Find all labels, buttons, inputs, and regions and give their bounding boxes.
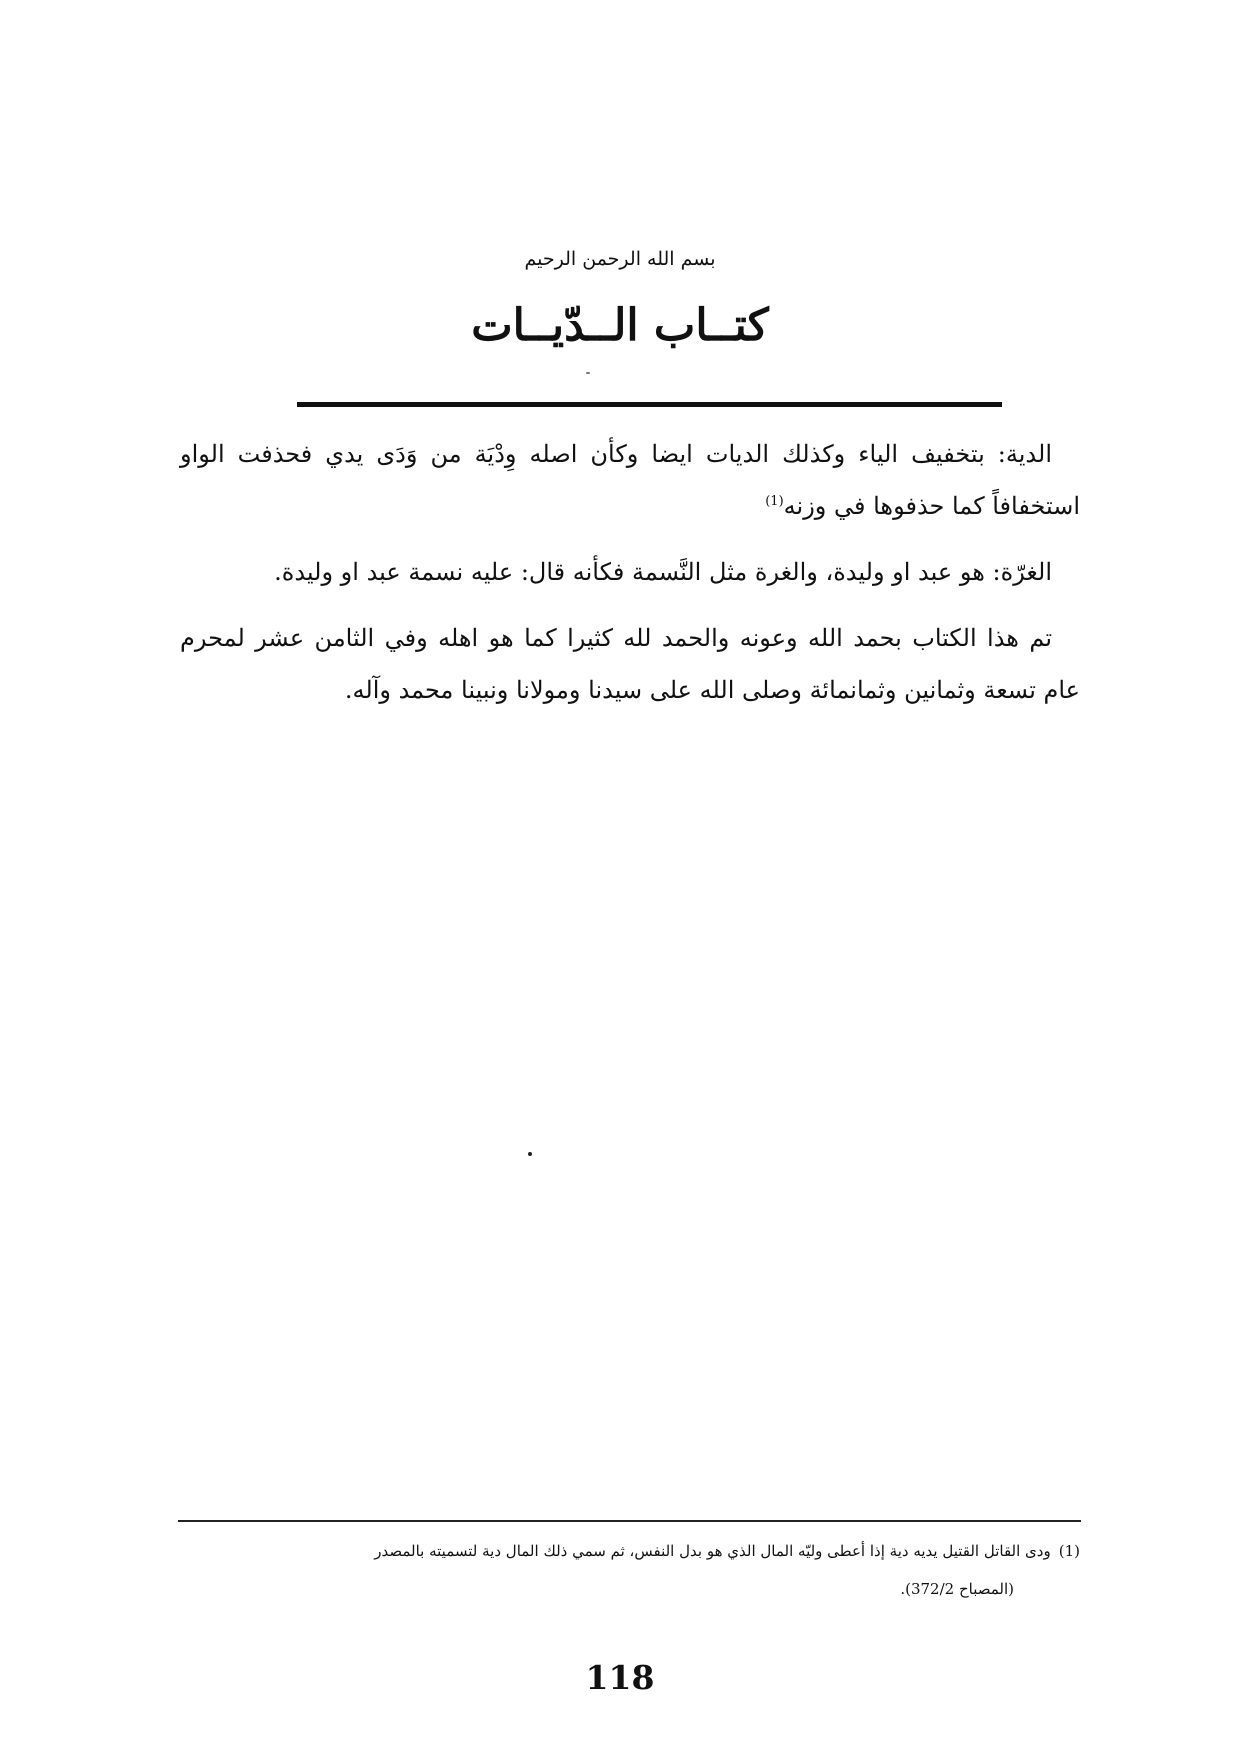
basmala-heading: بسم الله الرحمن الرحيم <box>524 248 716 270</box>
paragraph-colophon <box>180 612 1080 716</box>
footnotes <box>180 1532 1080 1608</box>
footnote-divider <box>178 1520 1081 1522</box>
ink-speck <box>586 372 590 374</box>
paragraph-diya <box>180 428 1080 532</box>
paragraph-text: الدية: بتخفيف الياء وكذلك الديات ايضا وكأن اصله وِدْيَة من وَدَى يدي فحذفت الواو استخفافاً كما حذفوها في وزنه <box>180 440 1080 520</box>
footnote-marker: (1) <box>1058 1542 1080 1560</box>
paragraph-text: الغرّة: هو عبد او وليدة، والغرة مثل النَّسمة فكأنه قال: عليه نسمة عبد او وليدة. <box>274 558 1052 586</box>
paragraph-text: تم هذا الكتاب بحمد الله وعونه والحمد لله كثيرا كما هو اهله وفي الثامن عشر لمحرم عام تسعة وثمانين وثمانمائة وصلى الله على سيدنا ومولانا ونبينا محمد وآله. <box>180 624 1080 704</box>
paragraph-ghurra <box>180 546 1080 598</box>
footnote-item <box>180 1532 1080 1570</box>
book-title: كتــاب الــدّيــات <box>471 300 769 351</box>
main-text <box>180 428 1080 730</box>
footnote-source: (المصباح 372/2). <box>900 1580 1014 1598</box>
ink-dot <box>528 1152 532 1156</box>
title-divider <box>297 402 1002 407</box>
footnote-text: ودى القاتل القتيل يديه دية إذا أعطى وليّه المال الذي هو بدل النفس، ثم سمي ذلك المال دية لتسميته بالمصدر <box>374 1542 1051 1560</box>
page-number: 118 <box>585 1658 655 1697</box>
footnote-reference: (1) <box>765 494 784 509</box>
